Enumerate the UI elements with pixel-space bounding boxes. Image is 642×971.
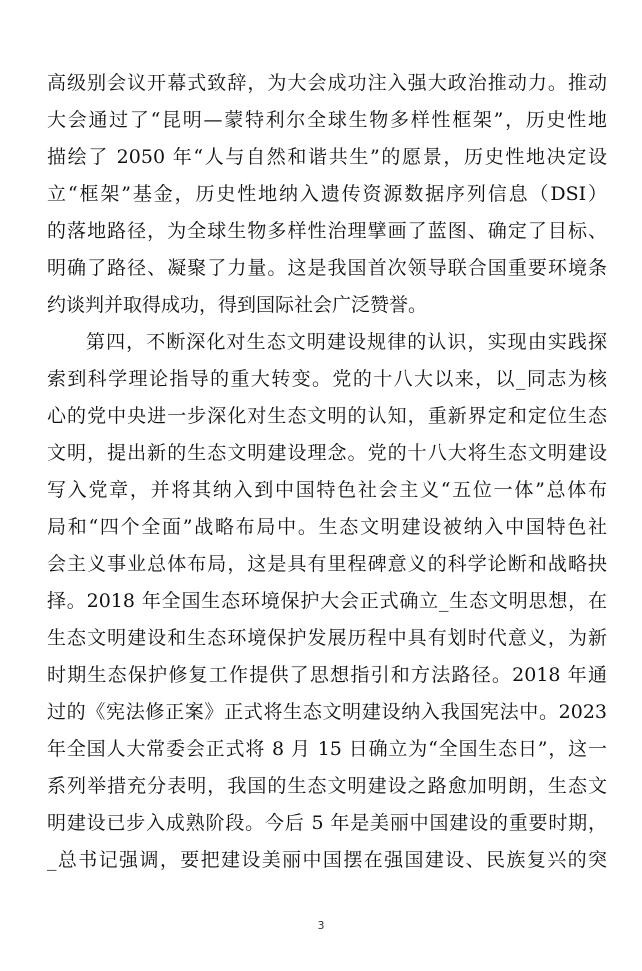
text-line: 的落地路径，为全球生物多样性治理擘画了蓝图、确定了目标、 <box>47 220 607 242</box>
text-line: 明确了路径、凝聚了力量。这是我国首次领导联合国重要环境条 <box>47 257 607 279</box>
text-line: 过的《宪法修正案》正式将生态文明建设纳入我国宪法中。2023 <box>47 701 607 723</box>
paragraph-start-line: 第四，不断深化对生态文明建设规律的认识，实现由实践探 <box>86 331 607 353</box>
text-line: 时期生态保护修复工作提供了思想指引和方法路径。2018 年通 <box>47 664 607 686</box>
text-line: _总书记强调，要把建设美丽中国摆在强国建设、民族复兴的突 <box>47 849 607 871</box>
text-line: 生态文明建设和生态环境保护发展历程中具有划时代意义，为新 <box>47 627 607 649</box>
text-line: 写入党章，并将其纳入到中国特色社会主义“五位一体”总体布 <box>47 479 607 501</box>
text-line: 索到科学理论指导的重大转变。党的十八大以来，以_同志为核 <box>47 368 607 390</box>
text-line: 约谈判并取得成功，得到国际社会广泛赞誉。 <box>47 294 428 316</box>
text-line: 年全国人大常委会正式将 8 月 15 日确立为“全国生态日”，这一 <box>47 738 607 760</box>
text-line: 高级别会议开幕式致辞，为大会成功注入强大政治推动力。推动 <box>47 72 607 94</box>
text-line: 立“框架”基金，历史性地纳入遗传资源数据序列信息（DSI） <box>47 183 607 205</box>
text-line: 文明，提出新的生态文明建设理念。党的十八大将生态文明建设 <box>47 442 607 464</box>
text-line: 描绘了 2050 年“人与自然和谐共生”的愿景，历史性地决定设 <box>47 146 607 168</box>
page-number: 3 <box>317 919 325 932</box>
text-line: 择。2018 年全国生态环境保护大会正式确立_生态文明思想，在 <box>47 590 607 612</box>
text-line: 明建设已步入成熟阶段。今后 5 年是美丽中国建设的重要时期， <box>47 812 607 834</box>
text-line: 心的党中央进一步深化对生态文明的认知，重新界定和定位生态 <box>47 405 607 427</box>
text-line: 局和“四个全面”战略布局中。生态文明建设被纳入中国特色社 <box>47 516 607 538</box>
text-line: 系列举措充分表明，我国的生态文明建设之路愈加明朗，生态文 <box>47 775 607 797</box>
text-line: 会主义事业总体布局，这是具有里程碑意义的科学论断和战略抉 <box>47 553 607 575</box>
text-line: 大会通过了“昆明—蒙特利尔全球生物多样性框架”，历史性地 <box>47 109 607 131</box>
